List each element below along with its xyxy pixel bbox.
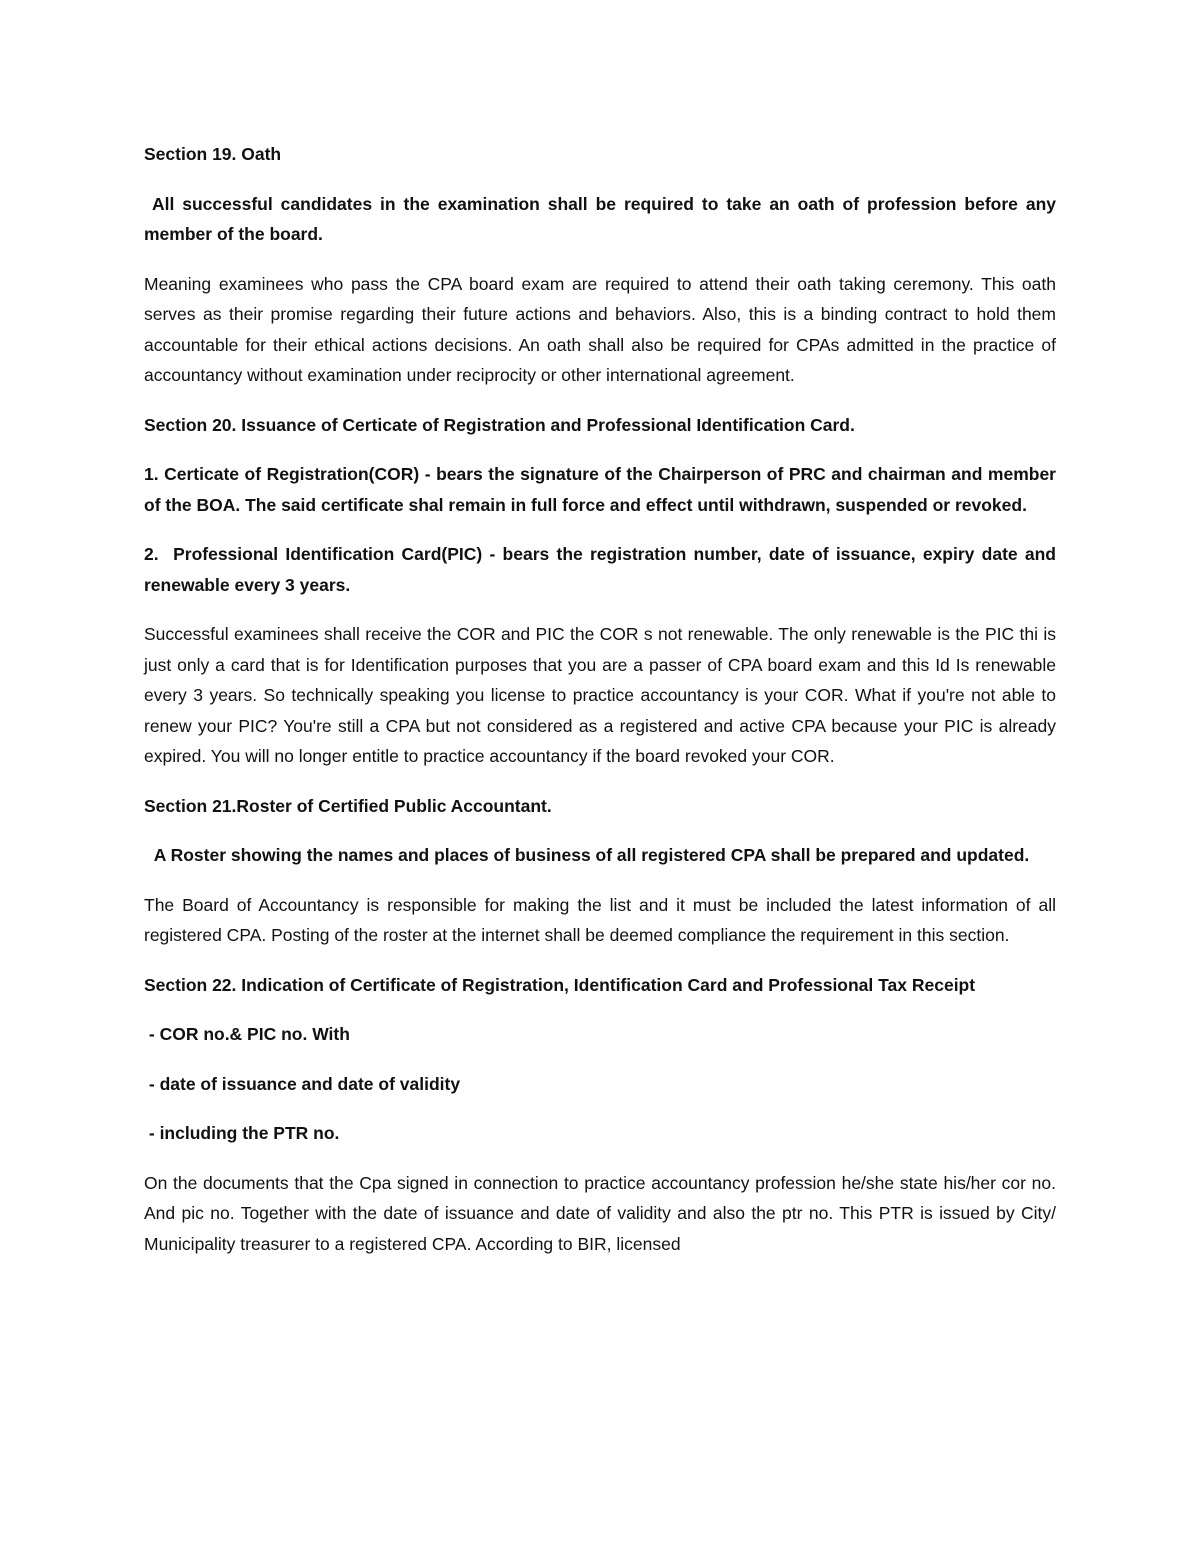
section-20-heading: Section 20. Issuance of Certicate of Registration and Professional Identification Card.: [144, 414, 855, 435]
section-22-list-item: - COR no.& PIC no. With: [144, 1024, 350, 1044]
section-22-list-item: - including the PTR no.: [144, 1123, 340, 1143]
section-20-item-2: 2. Professional Identification Card(PIC) - bears the registration number, date of issuance, expiry date and renewable every 3 years.: [144, 544, 1061, 595]
section-21-rule: A Roster showing the names and places of business of all registered CPA shall be prepared and updated.: [144, 845, 1030, 865]
section-19-heading: Section 19. Oath: [144, 144, 282, 164]
section-22-heading: Section 22. Indication of Certificate of Registration, Identification Card and Professional Tax Receipt: [144, 974, 976, 995]
section-19-explanation: Meaning examinees who pass the CPA board exam are required to attend their oath taking ceremony. This oath serves as their promise regarding their future actions and behaviors. Also, this is a binding contract to hold them accountable for their ethical actions decisions. An oath shall also be required for CPAs admitted in the practice of accountancy without examination under reciprocity or other international agreement.: [144, 273, 1056, 385]
section-19-rule: All successful candidates in the examination shall be required to take an oath of profession before any member of the board.: [144, 193, 1061, 244]
document-page: [144, 139, 1061, 1278]
section-22-list-item: - date of issuance and date of validity: [144, 1073, 461, 1094]
section-22-explanation: On the documents that the Cpa signed in connection to practice accountancy profession he/she state his/her cor no. And pic no. Together with the date of issuance and date of validity and also the ptr no. This PTR is issued by City/ Municipality treasurer to a registered CPA. According to BIR, licensed: [144, 1172, 1056, 1254]
section-20-item-1: 1. Certicate of Registration(COR) - bears the signature of the Chairperson of PRC and chairman and member of the BOA. The said certificate shal remain in full force and effect until withdrawn, suspended or revoked.: [144, 464, 1056, 515]
section-21-explanation: The Board of Accountancy is responsible for making the list and it must be included the latest information of all registered CPA. Posting of the roster at the internet shall be deemed compliance the requirement in this section.: [144, 894, 1056, 945]
section-20-explanation: Successful examinees shall receive the COR and PIC the COR s not renewable. The only renewable is the PIC thi is just only a card that is for Identification purposes that you are a passer of CPA board exam and this Id Is renewable every 3 years. So technically speaking you license to practice accountancy is your COR. What if you're not able to renew your PIC? You're still a CPA but not considered as a registered and active CPA because your PIC is already expired. You will no longer entitle to practice accountancy if the board revoked your COR.: [144, 624, 1056, 766]
section-21-heading: Section 21.Roster of Certified Public Accountant.: [144, 795, 552, 816]
